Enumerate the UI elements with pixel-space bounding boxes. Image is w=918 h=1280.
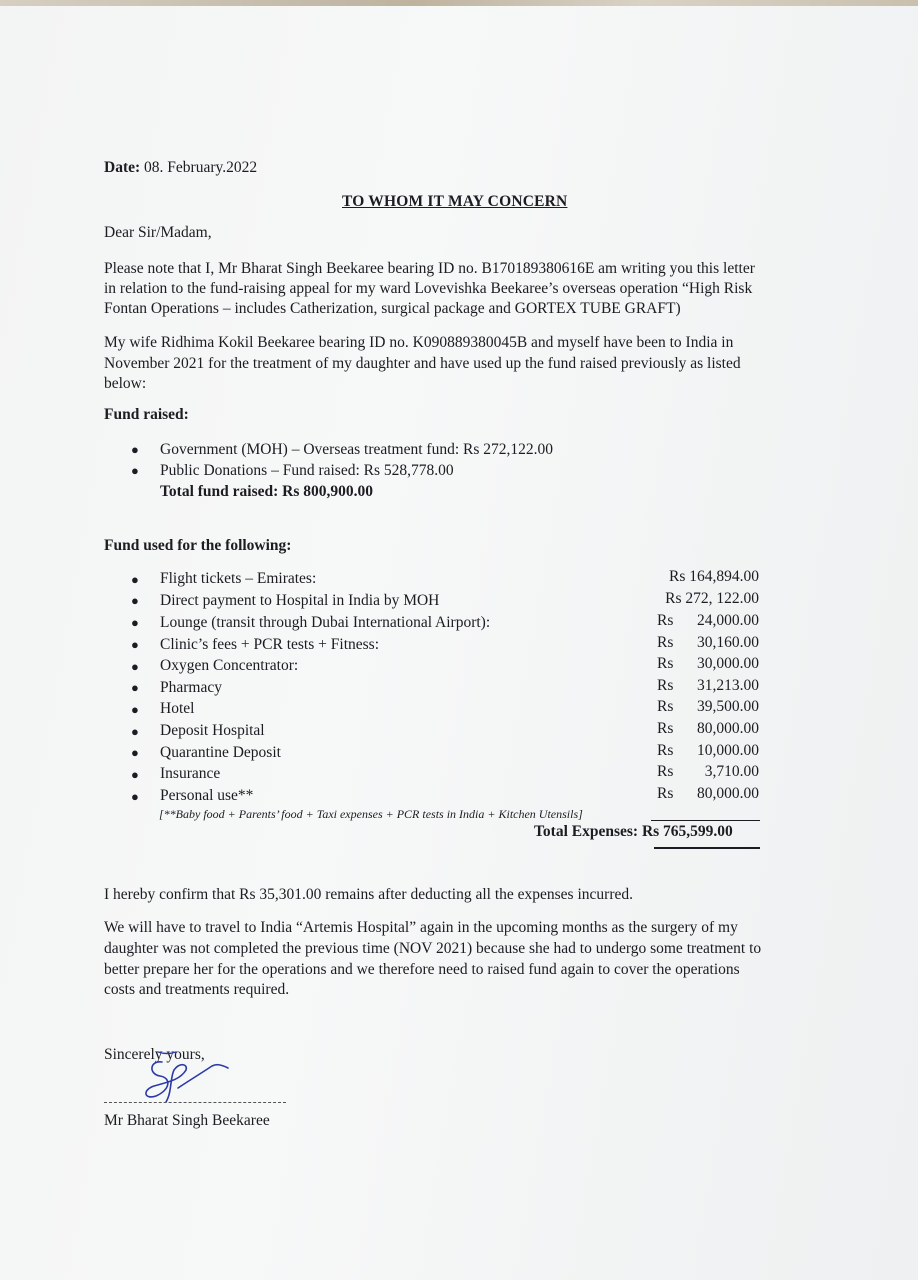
currency-prefix: Rs [657,634,674,651]
currency-prefix: Rs [657,677,674,694]
expense-amount: 80,000.00 [697,785,759,802]
expense-label: Clinic’s fees + PCR tests + Fitness: [160,636,379,653]
signatory-name: Mr Bharat Singh Beekaree [104,1112,270,1129]
expense-label: Lounge (transit through Dubai International Airport): [160,614,491,631]
total-expenses [534,823,733,841]
total-underline [654,847,760,849]
expense-amount: 30,160.00 [697,634,759,651]
salutation: Dear Sir/Madam, [104,224,212,241]
paragraph-line: costs and treatments required. [104,981,290,998]
expense-amount: 31,213.00 [697,677,759,694]
fund-used-heading: Fund used for the following: [104,537,292,554]
expense-label: Direct payment to Hospital in India by MOH [160,592,440,609]
currency-prefix: Rs [657,655,674,672]
paragraph-line: below: [104,375,147,392]
bullet-icon: ● [131,442,139,457]
handwritten-signature [100,1040,240,1110]
bullet-icon: ● [131,789,139,804]
currency-prefix: Rs [657,720,674,737]
total-expenses-label: Total Expenses: [534,823,639,840]
bullet-icon: ● [131,659,139,674]
divider [651,820,760,821]
currency-prefix: Rs [657,698,674,715]
letter-title: TO WHOM IT MAY CONCERN [342,193,568,210]
paragraph-line: My wife Ridhima Kokil Beekaree bearing ID no. K090889380045B and myself have been to India in [104,334,734,351]
currency-prefix: Rs [657,612,674,629]
list-item: Public Donations – Fund raised: Rs 528,778.00 [160,462,454,479]
date-label: Date: [104,159,141,176]
currency-prefix: Rs [657,763,674,780]
list-item: Government (MOH) – Overseas treatment fund: Rs 272,122.00 [160,441,554,458]
expense-label: Deposit Hospital [160,722,265,739]
bullet-icon: ● [131,593,139,608]
bullet-icon: ● [131,745,139,760]
expense-label: Flight tickets – Emirates: [160,570,317,587]
bullet-icon: ● [131,767,139,782]
paragraph-line: November 2021 for the treatment of my daughter and have used up the fund raised previously as listed [104,355,741,372]
expense-amount: 3,710.00 [704,763,759,780]
date-value: 08. February.2022 [140,159,258,176]
currency-prefix: Rs [657,785,674,802]
bullet-icon: ● [131,615,139,630]
expense-amount: 10,000.00 [697,742,759,759]
personal-use-note: [**Baby food + Parents’ food + Taxi expenses + PCR tests in India + Kitchen Utensils] [159,807,583,821]
closing: Sincerely yours, [104,1046,205,1063]
expense-amount: 30,000.00 [697,655,759,672]
fund-raised-heading: Fund raised: [104,406,189,423]
bullet-icon: ● [131,680,139,695]
total-fund-raised: Total fund raised: Rs 800,900.00 [160,483,374,500]
paragraph-line: better prepare her for the operations and we therefore need to raised fund again to cover the operations [104,961,740,978]
expense-label: Oxygen Concentrator: [160,657,299,674]
paragraph-line: We will have to travel to India “Artemis Hospital” again in the upcoming months as the surgery of my [104,919,738,936]
expense-label: Pharmacy [160,679,222,696]
expense-amount: 24,000.00 [697,612,759,629]
expense-label: Quarantine Deposit [160,744,281,761]
expense-amount: Rs 164,894.00 [669,568,759,585]
total-expenses-value: Rs 765,599.00 [641,823,733,840]
expense-amount: Rs 272, 122.00 [665,590,759,607]
paragraph-line: Please note that I, Mr Bharat Singh Beekaree bearing ID no. B170189380616E am writing you this letter [104,260,755,277]
paragraph-balance: I hereby confirm that Rs 35,301.00 remains after deducting all the expenses incurred. [104,886,633,903]
bullet-icon: ● [131,702,139,717]
expense-label: Insurance [160,765,221,782]
expense-label: Personal use** [160,787,254,804]
expense-amount: 39,500.00 [697,698,759,715]
expense-amount: 80,000.00 [697,720,759,737]
bullet-icon: ● [131,637,139,652]
signature-line [104,1102,286,1103]
bullet-icon: ● [131,572,139,587]
expense-label: Hotel [160,700,195,717]
date-line [104,157,257,178]
currency-prefix: Rs [657,742,674,759]
paragraph-line: daughter was not completed the previous time (NOV 2021) because she had to undergo some treatment to [104,940,762,957]
bullet-icon: ● [131,463,139,478]
paragraph-line: Fontan Operations – includes Catherization, surgical package and GORTEX TUBE GRAFT) [104,300,681,317]
bullet-icon: ● [131,724,139,739]
paragraph-line: in relation to the fund-raising appeal for my ward Lovevishka Beekaree’s overseas operation “High Risk [104,280,753,297]
